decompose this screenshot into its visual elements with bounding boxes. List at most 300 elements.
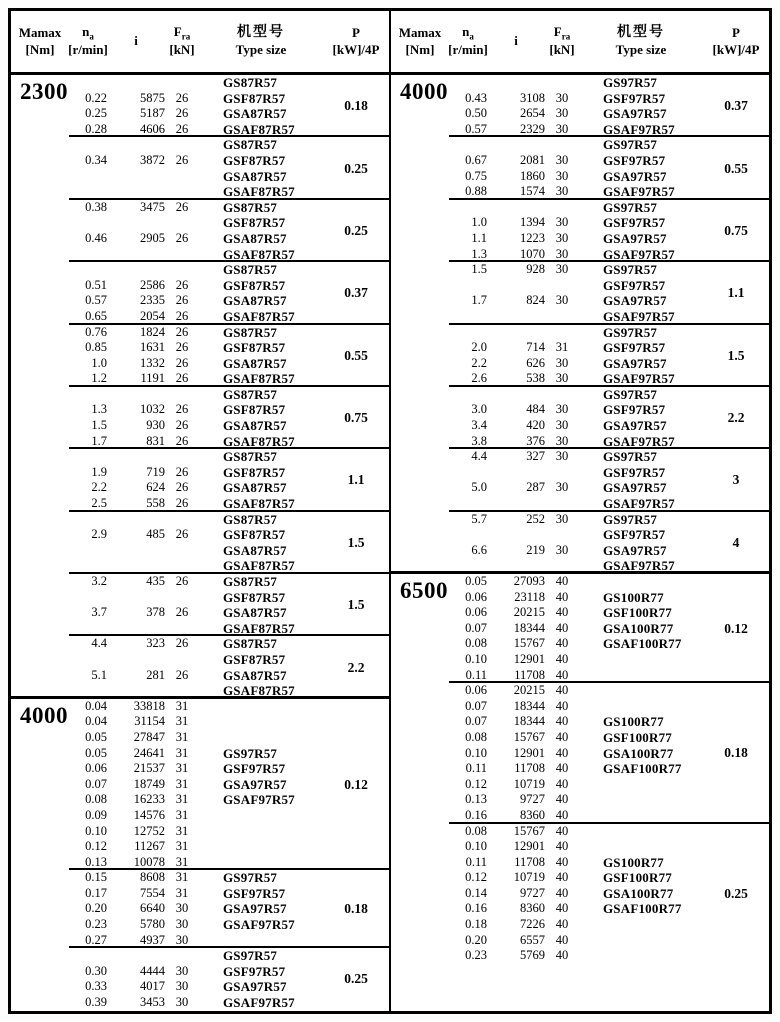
cell-power: 0.12	[724, 620, 748, 636]
cell-ratio: 9727	[520, 885, 545, 900]
cell-fra	[165, 621, 199, 637]
cell-na: 0.07	[465, 698, 487, 713]
cell-na: 4.4	[91, 636, 107, 651]
cell-na: 0.38	[85, 199, 107, 214]
cell-type-size: GSA97R57	[603, 106, 667, 122]
na-header-unit: [r/min]	[68, 41, 108, 57]
col-header-ratio	[107, 33, 165, 50]
cell-ratio	[107, 652, 165, 668]
group-lines	[449, 262, 703, 324]
section-groups	[449, 75, 769, 574]
cell-fra: 31	[175, 729, 189, 744]
cell-ratio	[107, 262, 165, 278]
cell-fra: 31	[175, 854, 189, 869]
cell-na: 0.15	[85, 870, 107, 885]
cell-fra	[165, 449, 199, 465]
cell-na	[449, 496, 487, 512]
cell-fra: 40	[555, 854, 569, 869]
mamax-value: 6500	[400, 578, 448, 603]
cell-na	[449, 558, 487, 574]
cell-na: 2.2	[471, 355, 487, 370]
cell-power: 0.75	[724, 222, 748, 238]
group-lines	[69, 387, 323, 449]
section-groups	[69, 699, 389, 1011]
cell-type-size: GSF97R57	[603, 527, 666, 543]
cell-type-size: GSA97R57	[603, 230, 667, 246]
cell-ratio: 485	[146, 527, 165, 542]
group-lines	[449, 824, 703, 964]
table-row	[449, 153, 703, 169]
table-row	[69, 668, 323, 684]
cell-fra: 31	[175, 776, 189, 791]
cell-type-size: GS97R57	[603, 511, 658, 527]
na-main: n	[82, 24, 90, 40]
table-row	[69, 761, 323, 777]
cell-ratio: 6640	[140, 901, 165, 916]
cell-ratio: 15767	[513, 729, 545, 744]
cell-fra: 40	[555, 636, 569, 651]
cell-fra: 26	[175, 308, 189, 323]
cell-ratio: 6557	[520, 932, 545, 947]
rating-group	[69, 636, 389, 698]
cell-fra: 30	[555, 262, 569, 277]
cell-ratio: 7554	[140, 885, 165, 900]
cell-type-size: GSAF87R57	[223, 184, 295, 200]
rating-group	[69, 574, 389, 636]
cell-na: 0.30	[85, 963, 107, 978]
table-row	[69, 948, 323, 964]
cell-type-size: GSAF87R57	[223, 558, 295, 574]
cell-na	[69, 590, 107, 606]
group-lines	[449, 325, 703, 387]
cell-type-size: GSA97R57	[603, 542, 667, 558]
cell-type-size	[579, 683, 703, 699]
cell-fra: 31	[175, 698, 189, 713]
cell-fra	[545, 137, 579, 153]
cell-na	[449, 200, 487, 216]
cell-na	[69, 683, 107, 699]
cell-na	[449, 325, 487, 341]
fra-main: F	[553, 24, 562, 40]
cell-type-size: GSF87R57	[223, 215, 286, 231]
table-row	[69, 247, 323, 263]
section-4000	[11, 699, 389, 1011]
cell-ratio	[487, 387, 545, 403]
table-row	[449, 917, 703, 933]
cell-na: 0.23	[465, 948, 487, 963]
cell-ratio: 8360	[520, 807, 545, 822]
cell-fra: 40	[555, 948, 569, 963]
cell-ratio: 2654	[520, 106, 545, 121]
cell-na: 0.17	[85, 885, 107, 900]
cell-ratio: 5780	[140, 917, 165, 932]
cell-na: 0.08	[465, 823, 487, 838]
table-row	[69, 746, 323, 762]
cell-type-size: GSF87R57	[223, 589, 286, 605]
cell-ratio: 719	[146, 464, 165, 479]
cell-fra: 26	[175, 121, 189, 136]
cell-type-size: GSA100R77	[603, 885, 674, 901]
group-lines	[69, 512, 323, 574]
table-row	[449, 621, 703, 637]
rating-group	[449, 75, 769, 137]
cell-fra	[545, 325, 579, 341]
cell-type-size: GSAF97R57	[603, 246, 675, 262]
group-lines	[69, 948, 323, 1010]
cell-ratio: 23118	[514, 589, 545, 604]
cell-na	[69, 558, 107, 574]
cell-fra	[165, 137, 199, 153]
cell-na: 6.6	[471, 542, 487, 557]
cell-fra: 26	[175, 277, 189, 292]
table-row	[69, 839, 323, 855]
cell-fra: 26	[175, 418, 189, 433]
table-row	[69, 200, 323, 216]
cell-na: 1.9	[91, 464, 107, 479]
table-row	[69, 309, 323, 325]
cell-fra: 30	[555, 418, 569, 433]
cell-ratio: 18749	[133, 776, 165, 791]
cell-fra: 40	[555, 870, 569, 885]
cell-na: 0.05	[465, 574, 487, 588]
cell-na	[69, 621, 107, 637]
cell-na	[449, 309, 487, 325]
cell-type-size: GS97R57	[603, 199, 658, 215]
table-row	[449, 699, 703, 715]
cell-ratio: 281	[146, 667, 165, 682]
rating-group	[449, 387, 769, 449]
table-row	[69, 75, 323, 91]
cell-fra: 30	[175, 995, 189, 1010]
mamax-value: 4000	[400, 79, 448, 104]
ratio-header-label: i	[514, 33, 518, 49]
table-row	[449, 106, 703, 122]
cell-fra: 40	[555, 620, 569, 635]
table-row	[69, 418, 323, 434]
cell-power: 2.2	[727, 410, 745, 426]
group-lines	[449, 75, 703, 137]
cell-power: 0.55	[724, 160, 748, 176]
cell-na	[69, 262, 107, 278]
table-row	[449, 668, 703, 684]
cell-type-size: GSA87R57	[223, 542, 287, 558]
cell-type-size: GS87R57	[223, 324, 278, 340]
cell-ratio: 11267	[134, 839, 165, 854]
cell-fra	[545, 75, 579, 91]
cell-fra: 26	[175, 605, 189, 620]
cell-type-size: GSF97R57	[603, 402, 666, 418]
cell-type-size	[579, 668, 703, 684]
cell-ratio: 3475	[140, 199, 165, 214]
cell-ratio: 9727	[520, 792, 545, 807]
cell-na	[69, 137, 107, 153]
table-row	[69, 356, 323, 372]
fra-header-unit: [kN]	[169, 41, 195, 57]
type-header-cjk: 机型号	[237, 24, 285, 40]
cell-na: 0.20	[85, 901, 107, 916]
cell-fra: 40	[555, 807, 569, 822]
cell-fra: 40	[555, 792, 569, 807]
table-row	[449, 465, 703, 481]
cell-ratio: 714	[526, 340, 545, 355]
cell-fra: 26	[175, 496, 189, 511]
cell-na: 0.88	[465, 184, 487, 199]
cell-type-size: GS97R57	[603, 449, 658, 465]
table-row	[69, 293, 323, 309]
cell-ratio: 15767	[513, 636, 545, 651]
cell-type-size: GSF87R57	[223, 90, 286, 106]
cell-power: 0.18	[344, 901, 368, 917]
cell-fra: 40	[555, 776, 569, 791]
cell-ratio: 4444	[140, 963, 165, 978]
cell-ratio	[107, 948, 165, 964]
cell-type-size: GSAF87R57	[223, 683, 295, 699]
rating-group	[69, 512, 389, 574]
cell-type-size: GSAF97R57	[603, 496, 675, 512]
cell-ratio: 2054	[140, 308, 165, 323]
table-row	[449, 730, 703, 746]
cell-type-size: GS87R57	[223, 636, 278, 652]
table-row	[449, 184, 703, 200]
cell-fra: 26	[175, 355, 189, 370]
cell-fra	[165, 215, 199, 231]
table-row	[449, 683, 703, 699]
cell-ratio	[487, 309, 545, 325]
cell-fra: 40	[555, 589, 569, 604]
cell-ratio	[107, 215, 165, 231]
table-row	[449, 480, 703, 496]
cell-type-size: GS87R57	[223, 199, 278, 215]
cell-fra: 30	[555, 371, 569, 386]
cell-ratio: 2905	[140, 230, 165, 245]
cell-ratio	[487, 496, 545, 512]
cell-type-size: GS97R57	[603, 386, 658, 402]
table-row	[69, 527, 323, 543]
cell-ratio: 376	[526, 433, 545, 448]
cell-fra: 31	[175, 745, 189, 760]
table-row	[449, 418, 703, 434]
cell-na: 0.06	[465, 589, 487, 604]
rating-group	[449, 200, 769, 262]
cell-type-size: GSA97R57	[223, 776, 287, 792]
cell-na: 0.25	[85, 106, 107, 121]
cell-na	[69, 512, 107, 528]
table-row	[449, 356, 703, 372]
cell-ratio: 824	[526, 293, 545, 308]
right-table	[389, 11, 769, 1011]
rating-group	[449, 325, 769, 387]
cell-ratio	[107, 590, 165, 606]
cell-type-size: GS87R57	[223, 137, 278, 153]
power-header-line1: P	[352, 24, 360, 40]
cell-na: 0.76	[85, 324, 107, 339]
table-row	[69, 169, 323, 185]
cell-ratio	[107, 558, 165, 574]
cell-ratio: 11708	[514, 667, 545, 682]
cell-type-size: GS87R57	[223, 511, 278, 527]
table-row	[449, 231, 703, 247]
cell-fra: 26	[175, 433, 189, 448]
cell-na: 3.8	[471, 433, 487, 448]
cell-ratio: 378	[146, 605, 165, 620]
table-header	[391, 11, 769, 75]
cell-fra: 40	[555, 823, 569, 838]
table-row	[69, 340, 323, 356]
cell-na: 1.7	[471, 293, 487, 308]
table-row	[449, 870, 703, 886]
table-row	[69, 621, 323, 637]
cell-ratio: 2081	[520, 152, 545, 167]
section-groups	[69, 75, 389, 699]
cell-power: 0.75	[344, 410, 368, 426]
cell-na	[69, 75, 107, 91]
cell-fra: 40	[555, 917, 569, 932]
cell-ratio: 558	[146, 496, 165, 511]
group-lines	[69, 870, 323, 948]
mamax-header-line1: Mamax	[398, 24, 442, 40]
cell-fra	[545, 200, 579, 216]
cell-na	[449, 387, 487, 403]
cell-ratio: 928	[526, 262, 545, 277]
cell-power: 1.5	[347, 597, 365, 613]
cell-ratio	[107, 543, 165, 559]
cell-ratio	[487, 278, 545, 294]
col-header-mamax	[11, 25, 69, 59]
cell-na: 0.23	[85, 917, 107, 932]
table-row	[449, 293, 703, 309]
cell-type-size	[199, 933, 323, 949]
col-header-type	[579, 24, 703, 59]
cell-power: 1.5	[347, 534, 365, 550]
table-row	[449, 574, 703, 590]
cell-type-size: GSAF97R57	[603, 121, 675, 137]
cell-type-size: GSF100R77	[603, 870, 672, 886]
cell-na: 1.5	[91, 418, 107, 433]
cell-na: 0.13	[465, 792, 487, 807]
cell-na: 0.07	[85, 776, 107, 791]
cell-na: 2.6	[471, 371, 487, 386]
table-row	[69, 262, 323, 278]
cell-fra: 30	[555, 106, 569, 121]
mamax-header-line2: [Nm]	[405, 41, 435, 57]
cell-ratio: 12901	[513, 745, 545, 760]
table-row	[69, 652, 323, 668]
cell-fra	[165, 387, 199, 403]
table-row	[449, 75, 703, 91]
cell-type-size: GS97R57	[603, 324, 658, 340]
cell-na: 4.4	[471, 449, 487, 464]
cell-type-size: GSA87R57	[223, 667, 287, 683]
cell-na	[69, 543, 107, 559]
cell-fra: 30	[555, 184, 569, 199]
cell-ratio: 4937	[140, 932, 165, 947]
cell-na: 0.08	[465, 729, 487, 744]
cell-fra: 30	[555, 90, 569, 105]
cell-fra	[165, 558, 199, 574]
rating-group	[69, 449, 389, 511]
cell-ratio: 18344	[513, 714, 545, 729]
cell-type-size: GSA100R77	[603, 745, 674, 761]
mamax-header-line2: [Nm]	[25, 41, 55, 57]
cell-ratio: 538	[526, 371, 545, 386]
cell-type-size: GS97R57	[603, 75, 658, 90]
table-row	[69, 465, 323, 481]
cell-ratio: 3453	[140, 995, 165, 1010]
cell-type-size: GSA97R57	[603, 168, 667, 184]
table-row	[69, 886, 323, 902]
col-header-power	[323, 25, 389, 59]
cell-type-size: GSAF100R77	[603, 636, 682, 652]
rating-group	[69, 262, 389, 324]
cell-na	[69, 652, 107, 668]
cell-type-size: GSF97R57	[603, 340, 666, 356]
cell-fra	[165, 75, 199, 91]
table-row	[69, 636, 323, 652]
cell-type-size: GSAF87R57	[223, 496, 295, 512]
na-sub: a	[469, 31, 474, 42]
cell-fra	[545, 558, 579, 574]
table-row	[449, 278, 703, 294]
cell-ratio: 2329	[520, 121, 545, 136]
cell-na: 1.2	[91, 371, 107, 386]
table-row	[449, 558, 703, 574]
cell-ratio: 11708	[514, 854, 545, 869]
cell-ratio: 1032	[140, 402, 165, 417]
cell-na: 0.04	[85, 714, 107, 729]
table-row	[449, 855, 703, 871]
cell-type-size	[579, 777, 703, 793]
cell-ratio: 5875	[140, 90, 165, 105]
cell-ratio: 3872	[140, 152, 165, 167]
section-2300	[11, 75, 389, 699]
cell-fra: 30	[175, 979, 189, 994]
cell-ratio: 15767	[513, 823, 545, 838]
table-row	[69, 512, 323, 528]
cell-type-size: GS100R77	[603, 854, 664, 870]
cell-fra: 26	[175, 90, 189, 105]
cell-type-size	[579, 792, 703, 808]
cell-fra: 31	[175, 807, 189, 822]
cell-ratio	[107, 683, 165, 699]
cell-type-size	[579, 948, 703, 964]
table-row	[69, 387, 323, 403]
cell-ratio: 4017	[140, 979, 165, 994]
cell-na: 0.57	[465, 121, 487, 136]
cell-fra	[165, 948, 199, 964]
cell-fra	[545, 387, 579, 403]
table-row	[69, 979, 323, 995]
cell-na: 0.34	[85, 152, 107, 167]
table-row	[69, 371, 323, 387]
cell-fra: 31	[175, 761, 189, 776]
cell-ratio: 323	[146, 636, 165, 651]
left-table	[11, 11, 389, 1011]
rating-group	[69, 325, 389, 387]
rating-group	[449, 262, 769, 324]
cell-ratio	[107, 247, 165, 263]
table-row	[69, 777, 323, 793]
cell-type-size	[579, 824, 703, 840]
table-row	[69, 496, 323, 512]
cell-type-size	[579, 808, 703, 824]
cell-na: 1.5	[471, 262, 487, 277]
table-row	[69, 870, 323, 886]
cell-type-size: GS87R57	[223, 449, 278, 465]
cell-ratio: 12901	[513, 839, 545, 854]
table-row	[449, 496, 703, 512]
cell-fra: 26	[175, 371, 189, 386]
table-row	[449, 792, 703, 808]
